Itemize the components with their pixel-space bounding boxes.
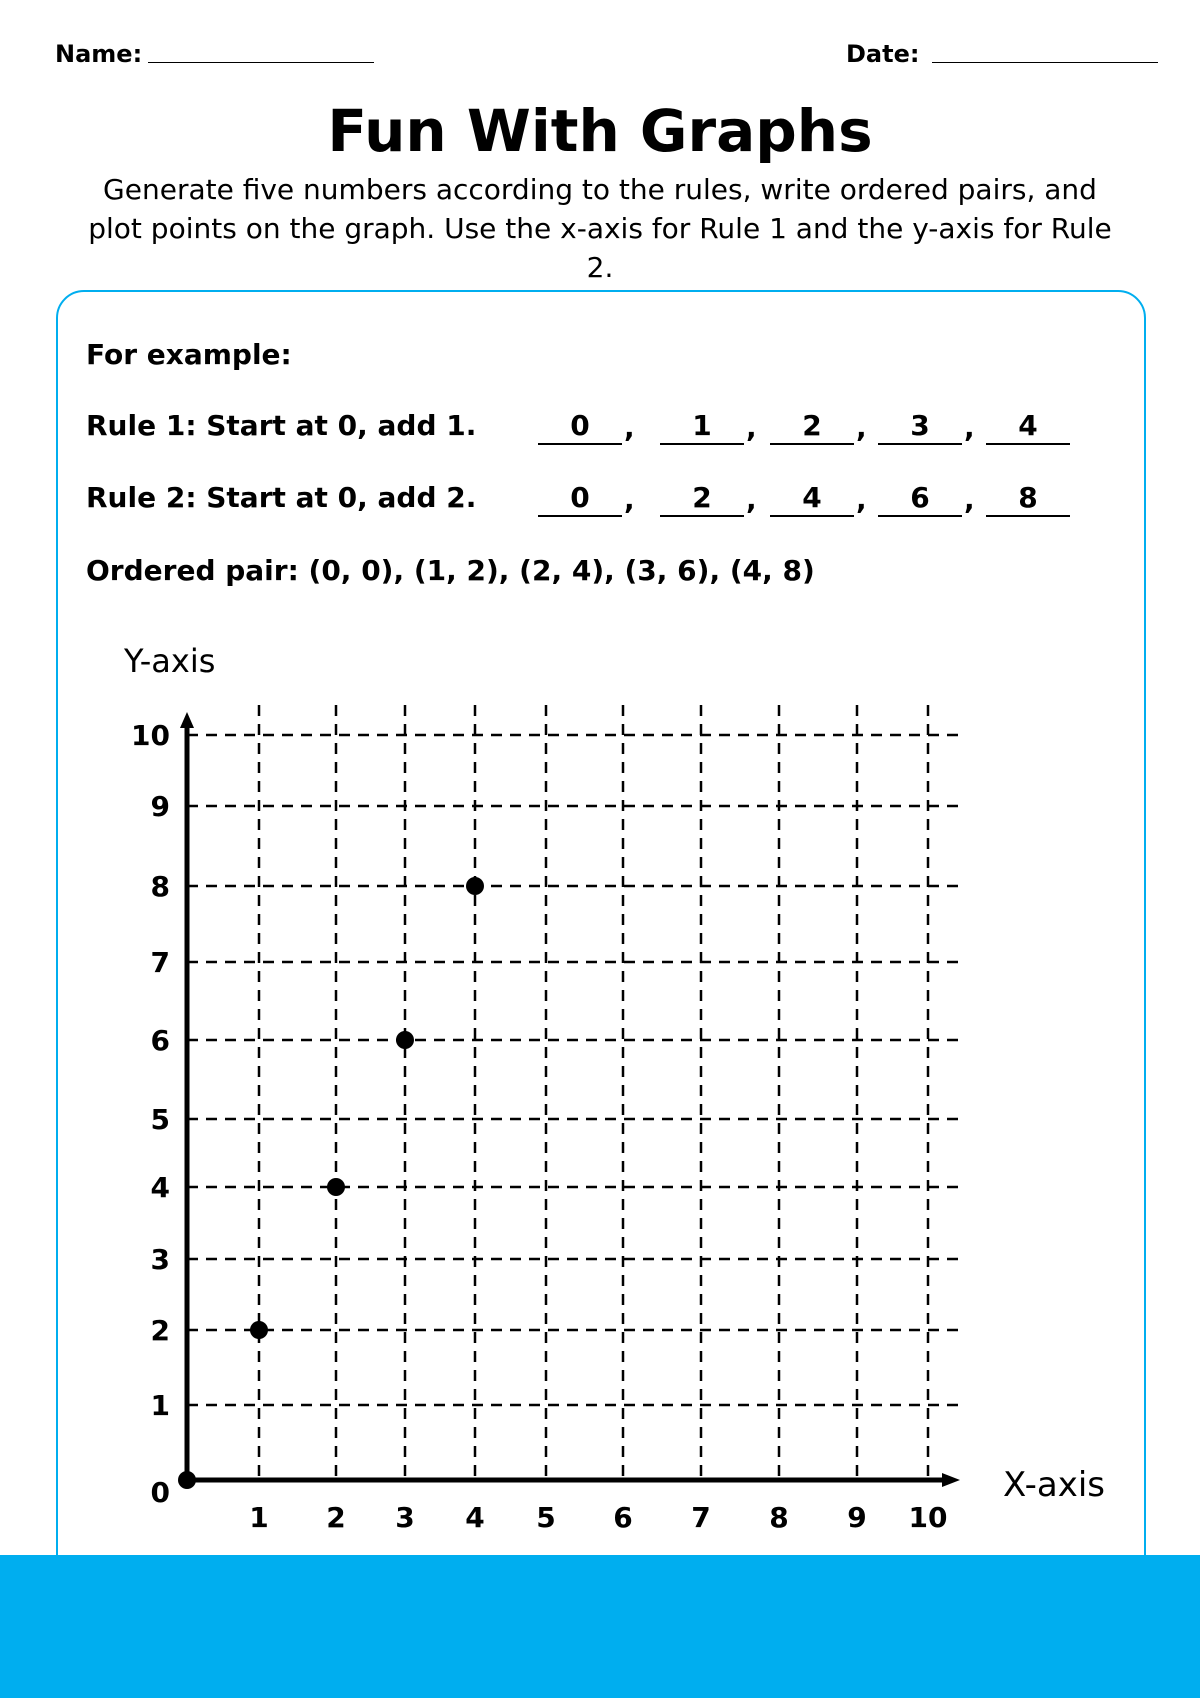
x-tick-label: 8	[769, 1501, 789, 1534]
rule2-label: Rule 2: Start at 0, add 2.	[86, 481, 477, 514]
rule1-answer-blank[interactable]: 0	[538, 409, 622, 445]
x-tick-label: 5	[536, 1501, 556, 1534]
data-point	[178, 1471, 196, 1489]
example-heading: For example:	[86, 338, 292, 371]
x-tick-label: 3	[395, 1501, 415, 1534]
y-tick-label: 9	[150, 790, 170, 823]
answer-separator: ,	[964, 411, 975, 444]
y-tick-label: 1	[150, 1389, 170, 1422]
y-tick-label: 7	[150, 946, 170, 979]
page-title: Fun With Graphs	[327, 97, 873, 165]
rule2-answer-blank[interactable]: 0	[538, 481, 622, 517]
data-point	[327, 1178, 345, 1196]
answer-separator: ,	[624, 483, 635, 516]
rule1-answer-blank[interactable]: 4	[986, 409, 1070, 445]
y-tick-label: 8	[150, 870, 170, 903]
x-tick-label: 6	[613, 1501, 633, 1534]
x-axis-arrow	[942, 1473, 960, 1487]
name-label: Name:	[55, 40, 143, 68]
x-tick-label: 9	[847, 1501, 867, 1534]
ordered-pair-text: Ordered pair: (0, 0), (1, 2), (2, 4), (3, 6), (4, 8)	[86, 554, 815, 587]
y-tick-label: 3	[150, 1243, 170, 1276]
data-point	[250, 1321, 268, 1339]
footer-bar	[0, 1555, 1200, 1698]
rule1-answer-blank[interactable]: 2	[770, 409, 854, 445]
date-label: Date:	[846, 40, 920, 68]
answer-separator: ,	[964, 483, 975, 516]
x-tick-label: 4	[465, 1501, 485, 1534]
instructions-text: Generate five numbers according to the rules, write ordered pairs, and plot points on the graph. Use the x-axis for Rule 1 and the y-axis for Rule 2.	[88, 173, 1112, 284]
rule1-answer-blank[interactable]: 1	[660, 409, 744, 445]
answer-separator: ,	[856, 411, 867, 444]
rule2-answer-blank[interactable]: 2	[660, 481, 744, 517]
y-tick-label: 10	[131, 719, 170, 752]
rule1-label: Rule 1: Start at 0, add 1.	[86, 409, 477, 442]
y-tick-label: 5	[150, 1103, 170, 1136]
rule2-answer-blank[interactable]: 8	[986, 481, 1070, 517]
answer-separator: ,	[856, 483, 867, 516]
answer-separator: ,	[746, 411, 757, 444]
rule1-answer-blank[interactable]: 3	[878, 409, 962, 445]
x-axis-label: X-axis	[1003, 1465, 1105, 1505]
x-tick-label: 1	[249, 1501, 269, 1534]
x-tick-label: 7	[691, 1501, 711, 1534]
y-tick-label: 4	[150, 1171, 170, 1204]
x-tick-label: 2	[326, 1501, 346, 1534]
answer-separator: ,	[746, 483, 757, 516]
y-tick-label: 0	[150, 1476, 170, 1509]
answer-separator: ,	[624, 411, 635, 444]
y-tick-label: 2	[150, 1314, 170, 1347]
y-axis-arrow	[180, 712, 194, 728]
y-axis-label: Y-axis	[124, 642, 216, 680]
rule2-answer-blank[interactable]: 4	[770, 481, 854, 517]
rule2-answer-blank[interactable]: 6	[878, 481, 962, 517]
data-point	[466, 877, 484, 895]
y-tick-label: 6	[150, 1024, 170, 1057]
data-point	[396, 1031, 414, 1049]
x-tick-label: 10	[908, 1501, 948, 1534]
